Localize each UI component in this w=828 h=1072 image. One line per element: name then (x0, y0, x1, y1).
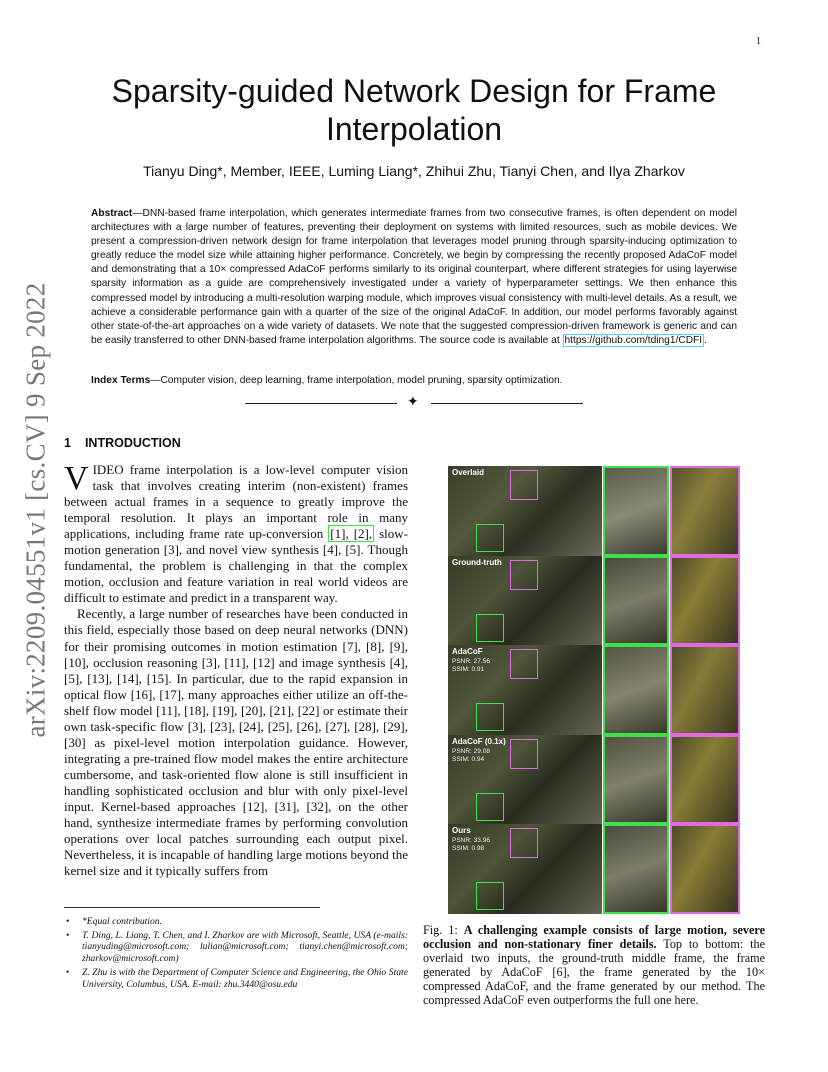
figure-row-adacof-compressed (448, 735, 740, 825)
magenta-region-box (510, 649, 538, 679)
section-heading (64, 436, 181, 450)
figure-row-ours (448, 824, 740, 914)
green-region-box (476, 793, 504, 821)
figure-crop-green (603, 556, 669, 646)
psnr-value: PSNR: 29.08 (452, 747, 490, 755)
green-region-box (476, 882, 504, 910)
footnote-item: • Z. Zhu is with the Department of Computer Science and Engineering, the Ohio State University, Columbus, USA. E-mail: zhu.3440@osu.edu (64, 967, 408, 990)
separator-star-icon: ✦ (407, 394, 419, 410)
intro-p1-lead: IDEO frame interpolation is a low-level computer vision task that involves creating interim (non-existent) frames between actual frames in a sequence to greatly improve the temporal resolution. It plays an important role in many applications, including frame rate up-conversion (64, 462, 408, 542)
separator-line-right (431, 403, 583, 404)
figure-crop-green (603, 735, 669, 825)
ssim-value: SSIM: 0.98 (452, 845, 485, 853)
section-separator (245, 394, 585, 410)
intro-paragraph-1 (64, 462, 408, 606)
figure-1 (448, 466, 740, 914)
figure-crop-green (603, 645, 669, 735)
green-region-box (476, 703, 504, 731)
abstract-label: Abstract (91, 208, 133, 219)
figure-crop-magenta (670, 645, 740, 735)
arxiv-stamp (6, 282, 66, 738)
section-number: 1 (64, 436, 71, 450)
psnr-value: PSNR: 33.96 (452, 837, 490, 845)
figure-crop-magenta (670, 735, 740, 825)
caption-text: Top to bottom: the overlaid two inputs, the ground-truth middle frame, the frame generated by AdaCoF [6], the frame generated by the 10× compressed AdaCoF, and the frame generated by our method. The compressed AdaCoF even outperforms the full one here. (423, 937, 765, 1008)
magenta-region-box (510, 470, 538, 500)
footnotes (64, 916, 408, 992)
index-terms (91, 375, 737, 386)
figure-crop-green (603, 466, 669, 556)
footnote-rule (64, 907, 320, 908)
figure-row-overlaid (448, 466, 740, 556)
author-list: Tianyu Ding*, Member, IEEE, Luming Liang*, Zhihui Zhu, Tianyi Chen, and Ilya Zharkov (143, 163, 685, 179)
figure-row-label: Overlaid (452, 468, 485, 477)
section-title: INTRODUCTION (84, 436, 181, 450)
intro-body (64, 462, 408, 879)
footnote-item: • *Equal contribution. (64, 916, 408, 928)
figure-row-label: Ours (452, 826, 471, 836)
index-terms-text: —Computer vision, deep learning, frame interpolation, model pruning, sparsity optimization. (150, 375, 563, 386)
green-region-box (476, 614, 504, 642)
figure-crop-magenta (670, 824, 740, 914)
arxiv-stamp-text: arXiv:2209.04551v1 [cs.CV] 9 Sep 2022 (20, 282, 51, 738)
index-terms-label: Index Terms (91, 375, 151, 386)
figure-crop-magenta (670, 556, 740, 646)
magenta-region-box (510, 560, 538, 590)
citation-link[interactable]: [1], [2], (330, 526, 373, 542)
footnote-item: • T. Ding, L. Liang, T. Chen, and I. Zharkov are with Microsoft, Seattle, USA (e-mails: tianyuding@microsoft.com; lulian@microsoft.com; tianyi.chen@microsoft.com; zharkov@microsoft.com) (64, 930, 408, 965)
figure-crop-green (603, 824, 669, 914)
intro-p1-rest: slow-motion generation [3], and novel view synthesis [4], [5]. Though fundamental, the problem is challenging in that the complex motion, occlusion and feature variation in real world videos are difficult to estimate and predict in a transparent way. (64, 526, 408, 606)
figure-row-label: AdaCoF (452, 647, 483, 657)
abstract-text: —DNN-based frame interpolation, which generates intermediate frames from two consecutive frames, is often dependent on model architectures with a large number of features, preventing their deployment on systems with limited resources, such as mobile devices. We present a compression-driven network design for frame interpolation that leverages model pruning through sparsity-inducing optimization to greatly reduce the model size while attaining higher performance. Concretely, we begin by compressing the recently proposed AdaCoF model and demonstrating that a 10× compressed AdaCoF performs similarly to its original counterpart, where different strategies for using layerwise sparsity information as a guide are comprehensively investigated under a variety of hyperparameter settings. We then enhance this compressed model by introducing a multi-resolution warping module, which improves visual consistency with multi-level details. As a result, we achieve a considerable performance gain with a quarter of the size of the original AdaCoF. In addition, our model performs favorably against other state-of-the-art approaches on a wide variety of datasets. We note that the suggested compression-driven framework is generic and can be easily transferred to other DNN-based frame interpolation algorithms. The source code is available at (91, 208, 737, 346)
drop-cap: V (64, 460, 89, 497)
intro-paragraph-2: Recently, a large number of researches have been conducted in this field, especially those based on deep neural networks (DNN) for their promising outcomes in motion estimation [7], [8], [9], [10], occlusion reasoning [3], [11], [12] and image synthesis [4], [5], [13], [14], [15]. In particular, due to the rapid expansion in optical flow [16], [17], many approaches either utilize an off-the-shelf flow model [11], [18], [19], [20], [21], [22] or estimate their own task-specific flow [3], [23], [24], [25], [26], [27], [28], [29], [30] as pixel-level motion interpolation guidance. However, integrating a pre-trained flow model makes the entire architecture cumbersome, and task-oriented flow alone is still insufficient in handling sophisticated occlusion and blur with only pixel-level input. Kernel-based approaches [12], [31], [32], on the other hand, synthesize intermediate frames by performing convolution operations over local patches surrounding each output pixel. Nevertheless, it is incapable of handling large motions beyond the kernel size and it typically suffers from (64, 606, 408, 879)
ssim-value: SSIM: 0.94 (452, 755, 485, 763)
paper-title: Sparsity-guided Network Design for Frame Interpolation (111, 73, 717, 147)
ssim-value: SSIM: 0.91 (452, 666, 485, 674)
figure-row-adacof (448, 645, 740, 735)
magenta-region-box (510, 828, 538, 858)
green-region-box (476, 524, 504, 552)
caption-bold: A challenging example consists of large motion, severe occlusion and non-stationary finer details. (423, 923, 765, 952)
magenta-region-box (510, 739, 538, 769)
abstract (91, 207, 737, 348)
figure-caption (423, 923, 765, 1008)
psnr-value: PSNR: 27.56 (452, 658, 490, 666)
caption-label: Fig. 1: (423, 923, 464, 937)
separator-line-left (245, 403, 397, 404)
figure-row-label: AdaCoF (0.1x) (452, 736, 506, 746)
abstract-end: . (704, 334, 707, 346)
source-code-link[interactable]: https://github.com/tding1/CDFI (564, 334, 703, 346)
figure-crop-magenta (670, 466, 740, 556)
figure-row-ground-truth (448, 556, 740, 646)
page-number: 1 (756, 36, 761, 47)
figure-row-label: Ground-truth (452, 557, 502, 567)
